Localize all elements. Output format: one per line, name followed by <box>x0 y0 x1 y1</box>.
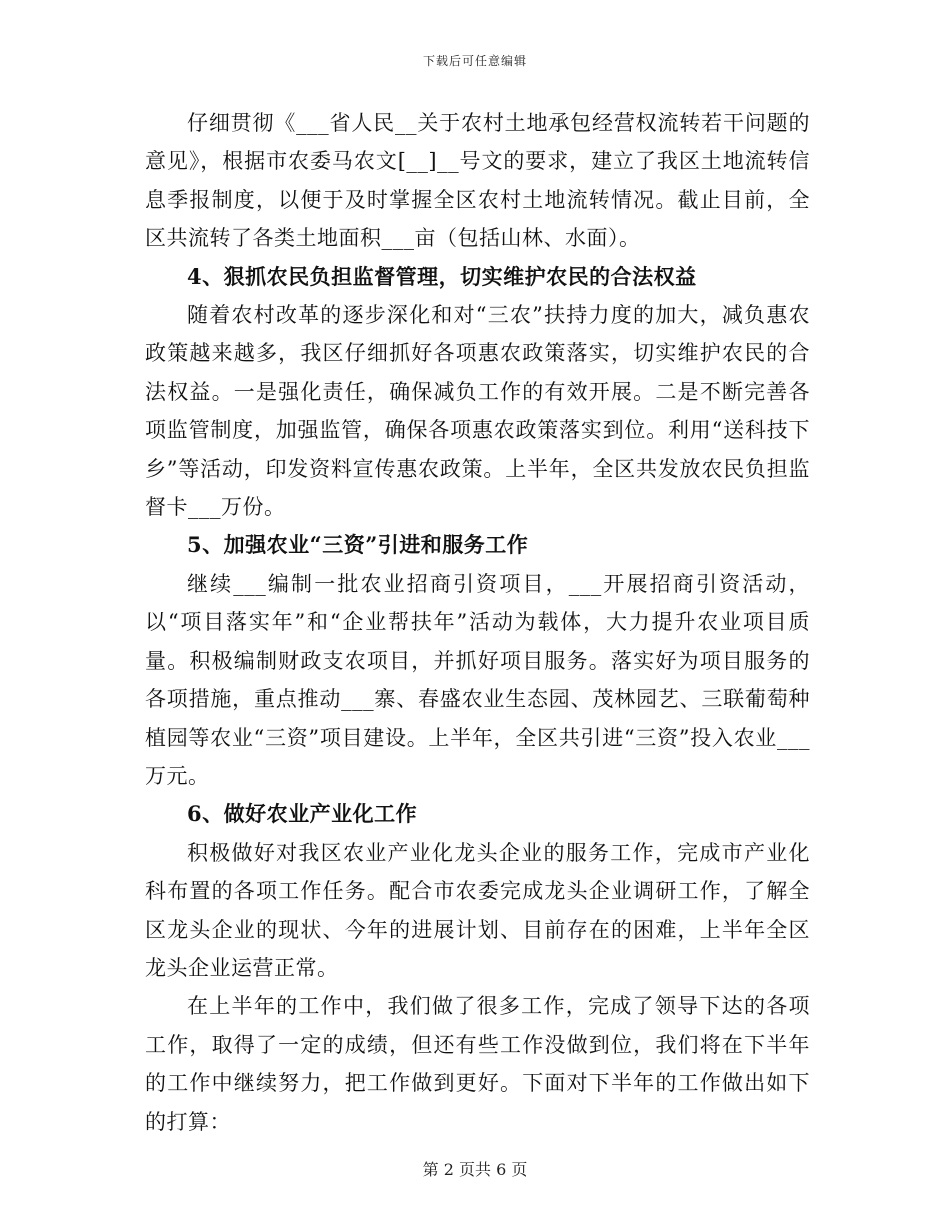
paragraph-industrialization: 积极做好对我区农业产业化龙头企业的服务工作，完成市产业化科布置的各项工作任务。配合市农委完成龙头企业调研工作，了解全区龙头企业的现状、今年的进展计划、目前存在的困难，上半年全区龙头企业运营正常。 <box>145 840 810 980</box>
section-heading-5: 5、加强农业“三资”引进和服务工作 <box>187 532 529 558</box>
paragraph-land-transfer: 仔细贯彻《___省人民__关于农村土地承包经营权流转若干问题的意见》，根据市农委马农文[__]__号文的要求，建立了我区土地流转信息季报制度，以便于及时掌握全区农村土地流转情况。截止目前，全区共流转了各类土地面积___亩（包括山林、水面）。 <box>145 111 810 251</box>
document-body <box>145 104 810 1141</box>
page-footer: 第 2 页共 6 页 <box>422 1160 528 1179</box>
section-heading-6: 6、做好农业产业化工作 <box>187 801 418 827</box>
paragraph-farmer-burden: 随着农村改革的逐步深化和对“三农”扶持力度的加大，减负惠农政策越来越多，我区仔细抓好各项惠农政策落实，切实维护农民的合法权益。一是强化责任，确保减负工作的有效开展。二是不断完善各项监管制度，加强监管，确保各项惠农政策落实到位。利用“送科技下乡”等活动，印发资料宣传惠农政策。上半年，全区共发放农民负担监督卡___万份。 <box>145 303 810 520</box>
paragraph-investment: 继续___编制一批农业招商引资项目，___开展招商引资活动，以“项目落实年”和“企业帮扶年”活动为载体，大力提升农业项目质量。积极编制财政支农项目，并抓好项目服务。落实好为项目服务的各项措施，重点推动___寨、春盛农业生态园、茂林园艺、三联葡萄种植园等农业“三资”项目建设。上半年，全区共引进“三资”投入农业___万元。 <box>145 571 810 788</box>
paragraph-summary: 在上半年的工作中，我们做了很多工作，完成了领导下达的各项工作，取得了一定的成绩，但还有些工作没做到位，我们将在下半年的工作中继续努力，把工作做到更好。下面对下半年的工作做出如下的打算： <box>145 994 810 1134</box>
page-header: 下载后可任意编辑 <box>422 54 527 68</box>
section-heading-4: 4、狠抓农民负担监督管理，切实维护农民的合法权益 <box>187 263 697 289</box>
